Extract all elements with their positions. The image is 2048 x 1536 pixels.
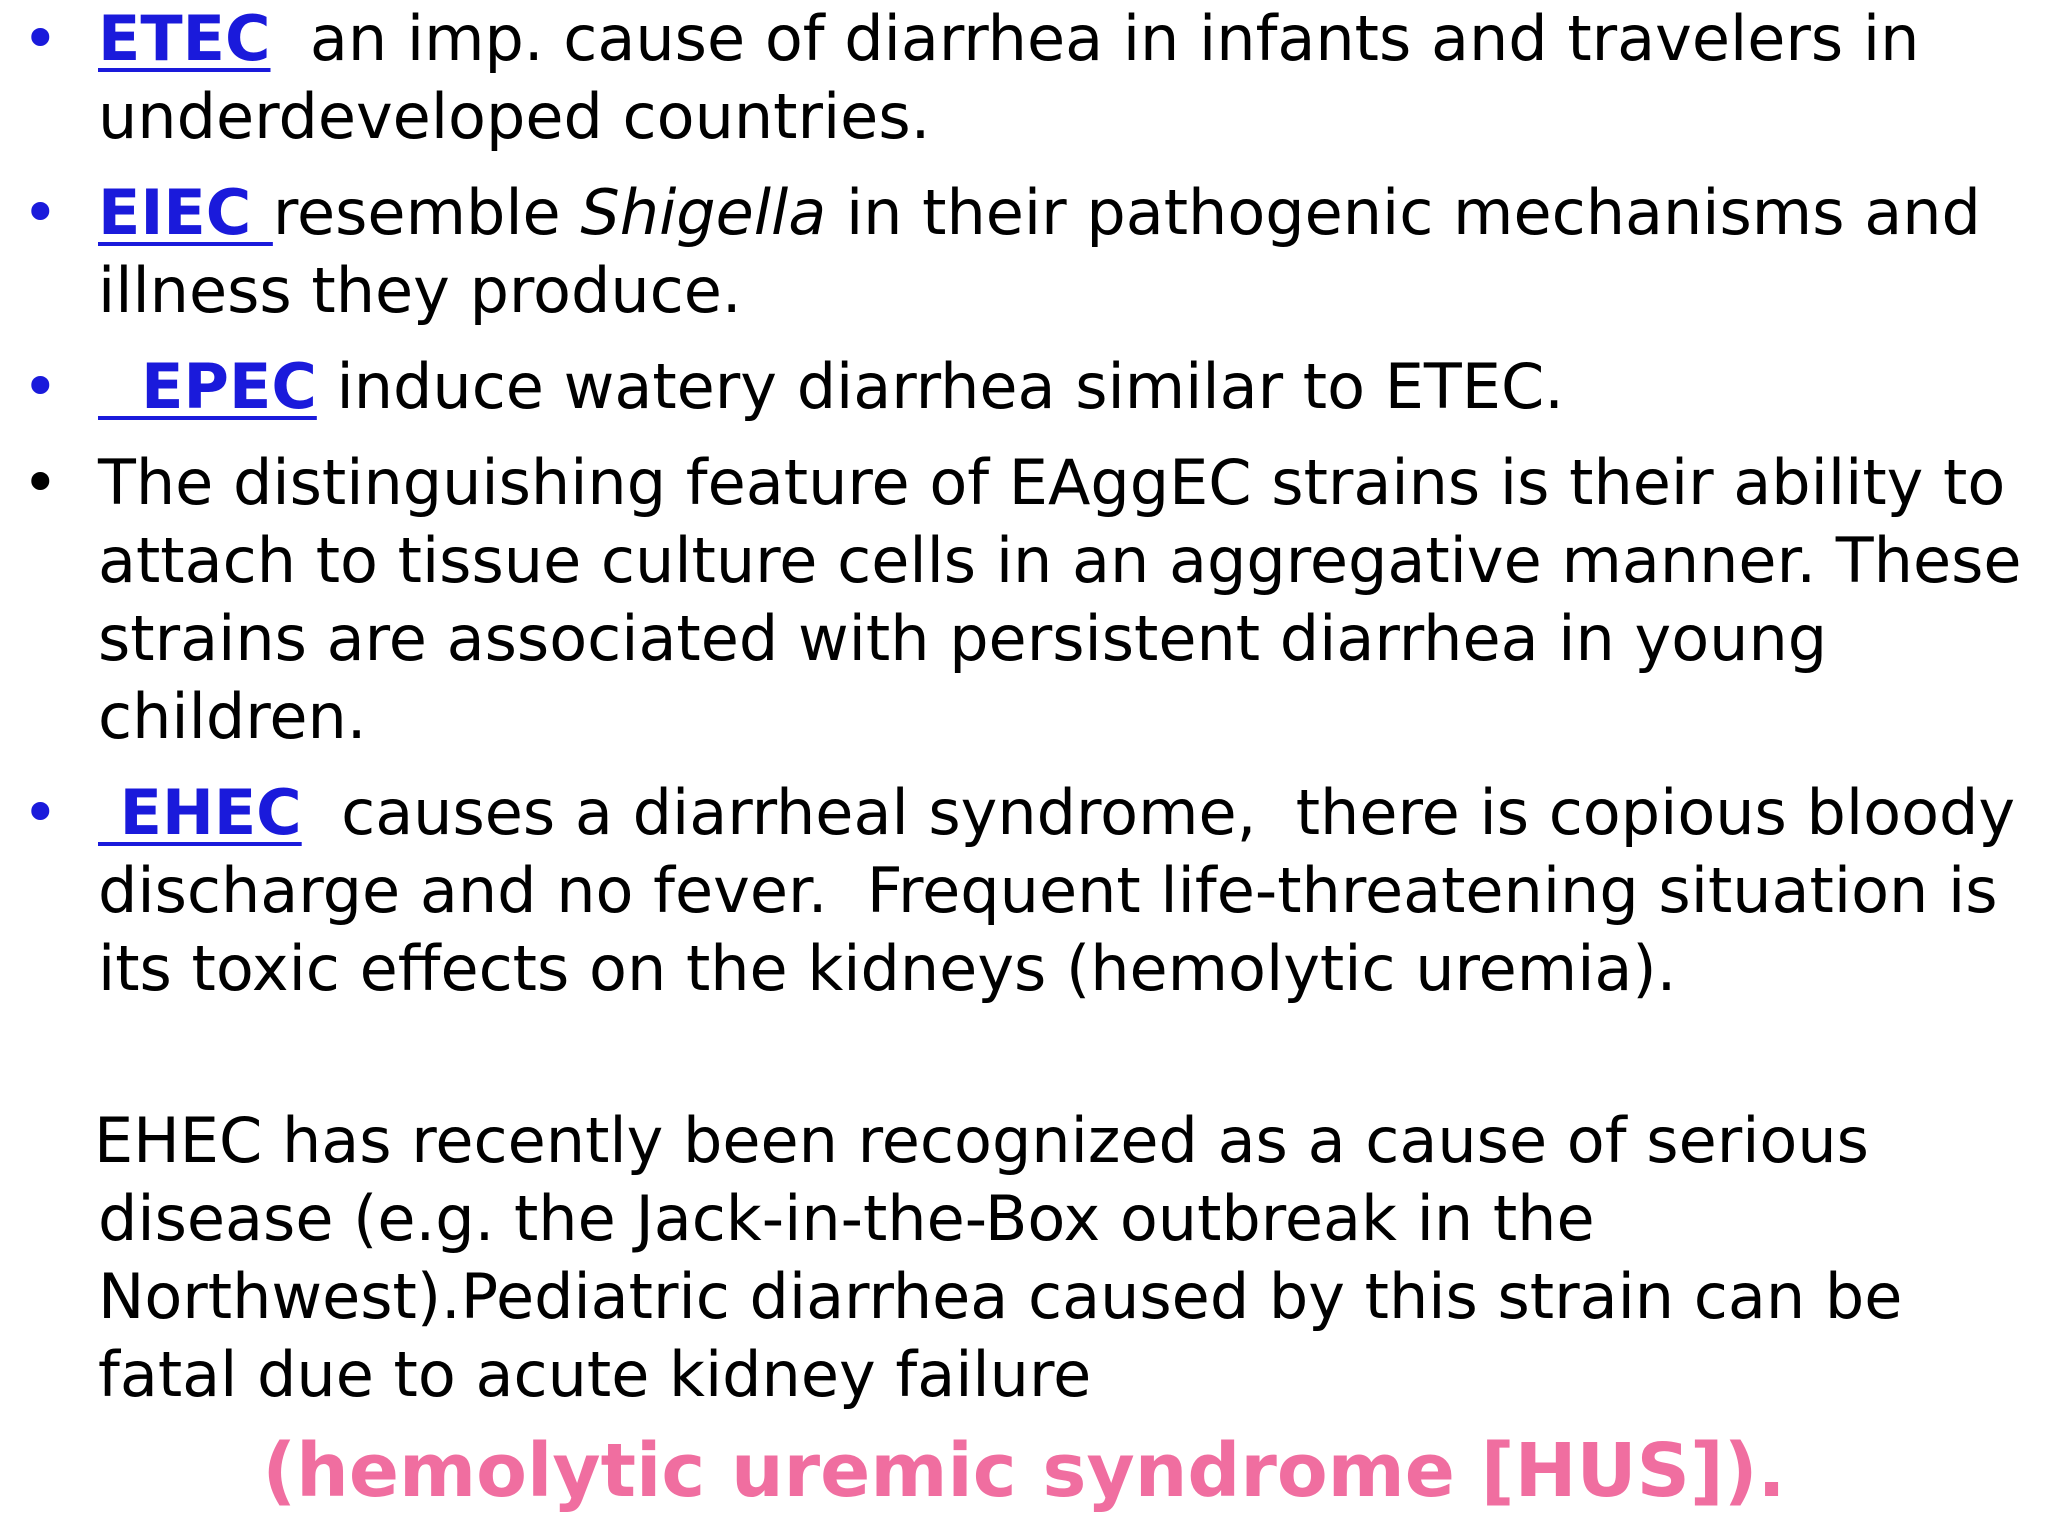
term-etec: ETEC xyxy=(98,2,271,75)
bullet-etec-text: an imp. cause of diarrhea in infants and travelers in underdeveloped countries. xyxy=(98,2,1940,153)
bullet-marker: • xyxy=(22,446,59,519)
bullet-epec-text: induce watery diarrhea similar to ETEC. xyxy=(316,350,1564,423)
bullet-eaggec xyxy=(20,444,2040,756)
ehec-paragraph xyxy=(94,1102,2018,1414)
ehec-paragraph-text: EHEC has recently been recognized as a cause of serious disease (e.g. the Jack-in-the-Box outbreak in the Northwest).Pediatric diarrhea caused by this strain can be fatal due to acute kidney failure xyxy=(94,1104,1903,1411)
bullet-epec xyxy=(20,348,2040,426)
bullet-eiec-text-after: in their pathogenic mechanisms and illness they produce. xyxy=(98,176,2001,327)
bullet-eiec xyxy=(20,174,2040,330)
term-eiec: EIEC xyxy=(98,176,273,249)
bullet-eiec-text-before: resemble xyxy=(272,176,581,249)
bullet-etec xyxy=(20,0,2040,156)
bullet-list xyxy=(20,0,2040,1026)
term-epec: EPEC xyxy=(98,350,317,423)
bullet-marker: • xyxy=(22,176,59,249)
bullet-marker: • xyxy=(22,776,59,849)
shigella-italic: Shigella xyxy=(580,176,827,249)
bullet-marker: • xyxy=(22,350,59,423)
bullet-ehec xyxy=(20,774,2040,1008)
bullet-marker: • xyxy=(22,2,59,75)
term-ehec: EHEC xyxy=(98,776,302,849)
bullet-eaggec-text: The distinguishing feature of EAggEC strains is their ability to attach to tissue culture cells in an aggregative manner. These strains are associated with persistent diarrhea in young children. xyxy=(98,446,2022,753)
bullet-ehec-text: causes a diarrheal syndrome, there is copious bloody discharge and no fever. Frequent life-threatening situation is its toxic effects on the kidneys (hemolytic uremia). xyxy=(98,776,2035,1005)
hus-highlight: (hemolytic uremic syndrome [HUS]). xyxy=(262,1428,1786,1514)
